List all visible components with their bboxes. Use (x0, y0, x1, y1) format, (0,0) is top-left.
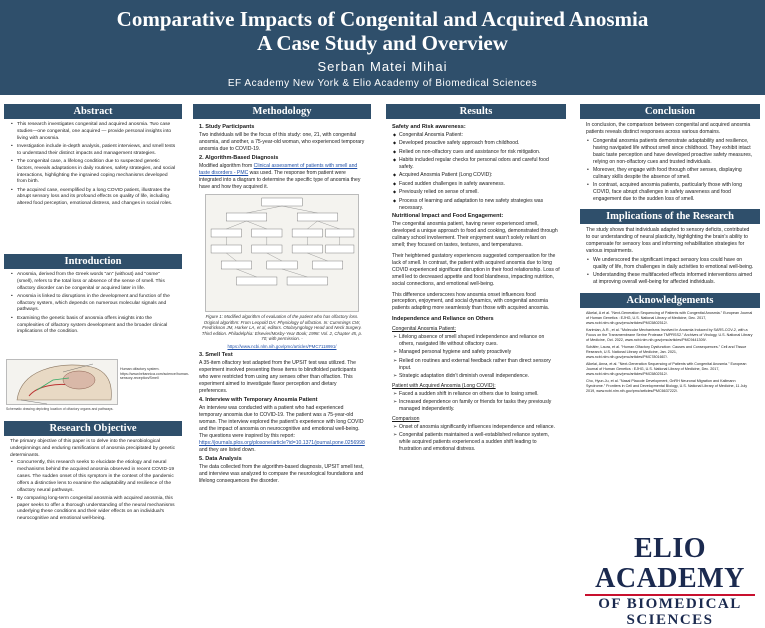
poster-header (0, 0, 765, 95)
figure-note-line-2: https://www.britannica.com/science/human-sensory-reception/Smell (120, 371, 190, 381)
logo-word-elio: ELIO (633, 533, 707, 564)
olfactory-figure (4, 359, 190, 419)
comparison-item: ➢ Congenital patients maintained a well-established reliance system, while acquired patients experienced a sudden shift leading to frustration and emotional distress. (392, 432, 560, 453)
method-2-link[interactable]: Clinical assessment of patients with smell and taste disorders - PMC (199, 163, 358, 176)
flowchart-caption: Figure 1: Modified algorithm of evaluation of the patient who has olfactory loss. Original algorithm: From Leopold DA: Physiology of olfaction. In: Cummings CW, Fredrickson JM, Harker LA, et al, editors. Otolaryngology Head and Neck Surgery. Third edition. Philadelphia: Elsevier/Mosby-Year Book; 1998: Vol. 2, Chapter 45, p. 70; with permission. - (201, 314, 363, 342)
column-4 (580, 104, 760, 399)
reference-item: Schäfer, Laura, et al. "Human Olfactory Dysfunction: Causes and Consequences." Cell and Tissue Research, U.S. National Library of Medicine, Jan. 2021, www.ncbi.nlm.nih.gov/pmc/articles/PMC7801667/. (586, 344, 747, 359)
acknowledgements-heading: Acknowledgements (580, 293, 760, 308)
reference-item: Cho, Hyun-Ju, et al. "Nasal Placode Development, GnRH Neuronal Migration and Kallmann Syndrome." Frontiers in Cell and Developmental Biology, U.S. National Library of Medicine, 11 July 2019, www.ncbi.nlm.nih.gov/pmc/articles/PMC6637222/. (586, 378, 748, 393)
figure-note-line-1: Human olfactory system. (120, 367, 160, 371)
abstract-heading: Abstract (4, 104, 182, 119)
olfactory-diagram (6, 359, 118, 405)
olfactory-diagram-svg (7, 360, 119, 406)
intro-bullet: • Anosmia, derived from the Greek words "an" (without) and "osme" (smell), refers to the total loss or absence of the sense of smell. This olfactory disorder can be congenital or acquired later in life. (10, 272, 176, 292)
conclusion-intro: In conclusion, the comparison between congenital and acquired anosmia patients reveals distinct responses across various domains. (586, 122, 751, 135)
abstract-bullet: • The acquired case, exemplified by a long COVID patient, illustrates the abrupt sensory loss and its profound effects on quality of life, including altered food perception, emotional distress, and changes in social roles. (10, 188, 176, 208)
figure-note (120, 367, 190, 381)
figure-caption: Schematic drawing depicting location of olfactory organs and pathways. (6, 407, 114, 411)
poster-title (0, 0, 765, 55)
safety-title: Safety and Risk awareness: (392, 124, 466, 130)
introduction-heading: Introduction (4, 254, 182, 269)
comparison-item: ➢ Onset of anosmia significantly influences independence and reliance. (392, 424, 560, 431)
research-objective-body (4, 436, 182, 528)
congenital-item: ◆ Habits included regular checks for personal odors and careful food safety. (392, 157, 560, 171)
flowchart-svg (206, 195, 358, 313)
introduction-body (4, 269, 182, 357)
congenital-label: ◆ Congenital Anosmia Patient: (392, 132, 560, 139)
abstract-bullet: • The congenital case, a lifelong condition due to suspected genetic factors, reveals adaptations in daily routines, safety strategies, and social interactions, highlighting the ingrained coping mechanisms developed from birth. (10, 159, 176, 186)
title-line-1: Comparative Impacts of Congenital and Acquired Anosmia (116, 7, 649, 31)
method-4-post: and they are listed down. (199, 446, 256, 453)
congenital-item: ◆ Developed proactive safety approach from childhood. (392, 140, 560, 147)
method-3-text: A 35-item olfactory test adapted from the UPSIT test was utilized. The experiment involved presenting these items to blindfolded participants who were restricted from using any senses other than olfaction. This experiment aimed to investigate flavor perception and dietary preferences. (199, 359, 357, 394)
logo-subtitle: OF BIOMEDICAL SCIENCES (598, 596, 742, 628)
ind-congenital-item: ➢ Managed personal hygiene and safety proactively (392, 349, 560, 356)
method-4-text: An interview was conducted with a patient who had experienced temporary anosmia due to COVID-19. The patient was a 75-year-old woman. The interview explored the patient's experience with long COVID and the impact of anosmia on neurocognitive and emotional well-being. The questions were inspired by this report: (199, 404, 364, 439)
reference-item: Alkelai, A et al. "Next-Generation Sequencing of Patients with Congenital Anosmia." European Journal of Human Genetics : EJHG, U.S. National Library of Medicine, Dec. 2017, www.ncbi.nlm.nih.gov/pmc/articles/PMC5802512/. (586, 310, 753, 325)
reference-item: Alkelai, Anna, et al. "Next-Generation Sequencing of Patients with Congenital Anosmia." European Journal of Human Genetics : EJHG, U.S. National Library of Medicine, Dec. 2017, www.ncbi.nlm.nih.gov/pmc/articles/PMC5802512/. (586, 361, 747, 376)
method-1-text: Two individuals will be the focus of this study: one, 21, with congenital anosmia, and another, a 75-year-old woman, who experienced temporary anosmia due to COVID-19. (199, 132, 365, 152)
acquired-item: ◆ Process of learning and adaptation to new safety strategies was necessary. (392, 198, 560, 212)
conclusion-heading: Conclusion (580, 104, 760, 119)
ind-congenital-item: ➢ Relied on routines and external feedback rather than direct sensory input. (392, 358, 560, 372)
conclusion-bullet: • Congenital anosmia patients demonstrate adaptability and resilience, having navigated life without smell since childhood. They exhibit intact basic taste perception and have developed proactive safety measures, relying on non-olfactory cues and trusted individuals. (586, 138, 754, 166)
column-1 (4, 104, 190, 528)
flowchart-source-link[interactable]: https://www.ncbi.nlm.nih.gov/pmc/articles/PMC7118991/ (227, 343, 337, 349)
logo-main (581, 534, 759, 594)
acquired-item: ◆ Faced sudden challenges in safety awareness. (392, 181, 560, 188)
logo-word-academy: ACADEMY (595, 563, 745, 594)
abstract-body (4, 119, 182, 250)
method-2-title: 2. Algorithm-Based Diagnosis (199, 155, 279, 161)
title-line-2: A Case Study and Overview (257, 31, 508, 55)
method-2-text (199, 163, 365, 191)
column-2 (193, 104, 371, 488)
comparison-label: Comparison (392, 416, 420, 423)
ind-congenital-item: ➢ Lifelong absence of smell shaped independence and reliance on others, navigated life without olfactory cues. (392, 334, 560, 348)
results-heading: Results (386, 104, 566, 119)
intro-bullet: • Examining the genetic basis of anosmia offers insights into the complexities of olfactory system development and the broader clinical implications of the condition. (10, 316, 176, 336)
nutrition-paragraph-1: The congenital anosmia patient, having never experienced smell, developed a unique approach to food and cooking, demonstrated through culinary school involvement. Their enjoyment wasn't solely reliant on smell; they focused on tastes, textures, and temperatures. (392, 221, 558, 249)
acquired-item: ◆ Previously relied on sense of smell. (392, 189, 560, 196)
ind-acquired-item: ➢ Faced a sudden shift in reliance on others due to losing smell. (392, 391, 560, 398)
nutrition-paragraph-3: This difference underscores how anosmia onset influences food perception, enjoyment, and social dynamics, with congenital anosmia patients adapting more seamlessly than those with acquired anosmia. (392, 291, 550, 312)
methodology-heading: Methodology (193, 104, 371, 119)
implications-bullet: • We underscored the significant impact sensory loss could have on quality of life, from challenges in daily activities to emotional well-being. (586, 257, 754, 271)
objective-bullet: • Concurrently, this research seeks to elucidate the etiology and neural mechanisms behind the acquired anosmia observed in recent COVID-19 cases. The sudden onset of this symptom in the context of the pandemic offers a distinctive lens to examine the adaptability and resilience of the olfactory neural pathways. (10, 460, 176, 494)
algorithm-flowchart (205, 194, 359, 312)
method-4-title: 4. Interview with Temporary Anosmia Patient (199, 396, 318, 403)
implications-bullet: • Understanding these multifaceted effects informed interventions aimed at improving overall well-being for affected individuals. (586, 272, 754, 286)
column-3 (386, 104, 566, 458)
implications-heading: Implications of the Research (580, 209, 760, 224)
nutrition-paragraph-2: Their heightened gustatory experiences suggested compensation for the lack of smell. In contrast, the patient with acquired anosmia due to long COVID experienced significant disruption in their food relationship. Loss of smell led to decreased appetite and food blandness, impacting nutrition, social connections, and emotional well-being. (392, 253, 560, 287)
method-5-title: 5. Data Analysis (199, 455, 242, 462)
method-4-link[interactable]: https://journals.plos.org/plosone/article?id=10.1371/journal.pone.0256998 (199, 439, 365, 446)
conclusion-body (580, 119, 760, 207)
conclusion-bullet: • In contrast, acquired anosmia patients, particularly those with long COVID, face abrupt challenges in safety awareness and food engagement due to the sudden loss of smell. (586, 182, 754, 203)
abstract-bullet: • Investigation include in-depth analysis, patient interviews, and smell tests to understand their distinct impacts and management strategies. (10, 144, 176, 158)
acquired-label: ◆ Acquired Anosmia Patient (Long COVID): (392, 172, 560, 179)
method-3-title: 3. Smell Test (199, 351, 233, 358)
author-name: Serban Matei Mihai (317, 59, 448, 74)
reference-item: Karimian, A.R., et al. "Molecular Mechanisms Involved in Anosmia Induced by SARS-COV-2, with a Focus on the Transmembrane Serine Protease TMPRSS2." Archives of Virology, U.S. National Library of Medicine, Oct. 2022, www.ncbi.nlm.nih.gov/pmc/articles/PMC9441309/. (586, 327, 753, 342)
objective-bullet: • By comparing long-term congenital anosmia with acquired anosmia, this paper seeks to offer a thorough understanding of the neural mechanisms underlying these conditions and their wider effects on an individual's neurocognitive and emotional well-being. (10, 496, 176, 523)
independence-title: Independence and Reliance on Others (392, 316, 494, 323)
acknowledgements-body (580, 308, 760, 399)
research-objective-heading: Research Objective (4, 421, 182, 436)
nutrition-title: Nutritional Impact and Food Engagement: (392, 213, 504, 220)
method-1-title: 1. Study Participants (199, 124, 255, 130)
intro-bullet: • Anosmia is linked to disruptions in the development and function of the olfactory system, which depends on numerous molecular signals and pathways. (10, 294, 176, 314)
implications-intro: The study shows that individuals adapted to sensory deficits, contributed to our understanding of neural plasticity, highlighting the brain's ability to compensate for sensory loss and informing rehabilitation strategies for various impairments. (586, 227, 750, 255)
abstract-bullet: • This research investigates congenital and acquired anosmia. Two case studies—one congenital, one acquired — provide personal insights into living with anosmia. (10, 122, 176, 142)
method-4-link-line (199, 440, 365, 454)
flowchart-link-wrap (199, 344, 365, 350)
conclusion-bullet: • Moreover, they engage with food through other senses, displaying culinary skills despite the absence of smell. (586, 167, 754, 181)
ind-congenital-label: Congenital Anosmia Patient: (392, 326, 456, 333)
congenital-item: ◆ Relied on non-olfactory cues and assistance for risk mitigation. (392, 149, 560, 156)
methodology-body (193, 119, 371, 488)
method-5-text: The data collected from the algorithm-based diagnosis, UPSIT smell test, and interview was analyzed to compare the neurological foundations and lifelong consequences the disorder. (199, 463, 364, 484)
ind-acquired-item: ➢ Increased dependence on family or friends for tasks they previously managed independently. (392, 399, 560, 413)
method-2-post: was used. The response from patient were integrated into a diagram to determine the specific type of anosmia they have and how they acquired it. (199, 170, 361, 190)
implications-body (580, 224, 760, 290)
ind-acquired-label: Patient with Acquired Anosmia (Long COVID): (392, 383, 496, 389)
results-body (386, 119, 566, 458)
elio-academy-logo (581, 533, 759, 628)
objective-intro: The primary objective of this paper is to delve into the neurobiological underpinnings and enduring ramifications of anosmia precipitated by genetic determinants. (10, 439, 176, 458)
method-2-pre: Modified algorithm from (199, 163, 254, 169)
affiliation: EF Academy New York & Elio Academy of Biomedical Sciences (227, 78, 538, 89)
ind-congenital-item: ➢ Strategic adaptation didn't diminish overall independence. (392, 373, 560, 380)
